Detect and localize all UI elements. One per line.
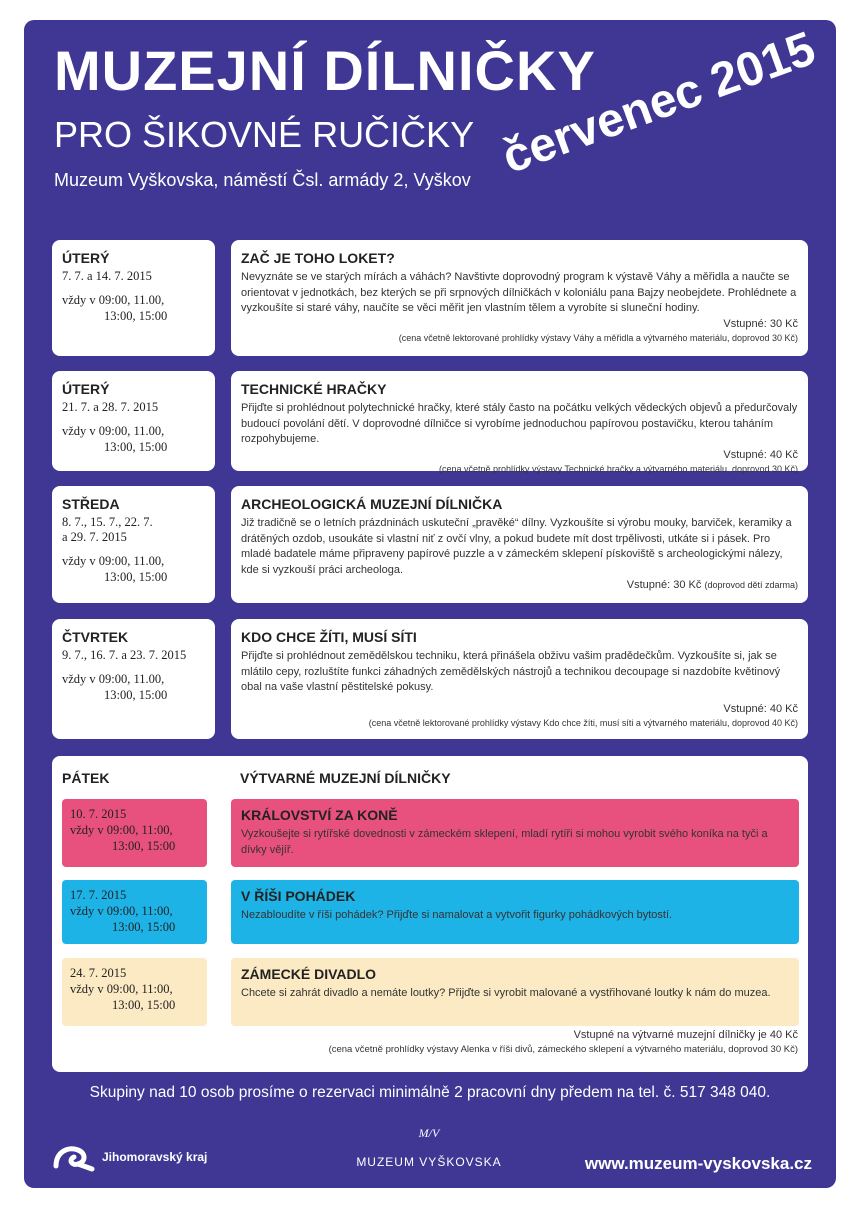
- program-day: ČTVRTEK: [62, 629, 129, 645]
- program-times-line1: vždy v 09:00, 11.00,: [62, 672, 165, 686]
- program-times-line1: vždy v 09:00, 11.00,: [62, 424, 165, 438]
- program-price: Vstupné: 40 Kč: [723, 448, 798, 461]
- friday-desc-card: [231, 958, 799, 1026]
- region-logo: [52, 1142, 207, 1172]
- program-description: Nevyznáte se ve starých mírách a váhách? Navštivte doprovodný program k výstavě Váhy a měřidla a naučte se orientovat v jednotkách, bez kterých se při srpnových dílničkách v koloniálu pana Bajzy neobejdete. Prohlédnete a vyzkoušíte si staré váhy, naučíte se věci měřit jen vlastním tělem a vyrobíte si sluneční hodiny.: [241, 271, 797, 314]
- program-price: Vstupné: 30 Kč: [723, 317, 798, 330]
- month-label: červenec 2015: [495, 21, 823, 185]
- program-times-line1: vždy v 09:00, 11.00,: [62, 293, 165, 307]
- program-price-line: [241, 578, 798, 593]
- friday-heading: VÝTVARNÉ MUZEJNÍ DÍLNIČKY: [240, 770, 451, 786]
- program-note: (cena včetně lektorované prohlídky výstavy Váhy a měřidla a výtvarného materiálu, doprovod 30 Kč): [398, 332, 798, 343]
- program-price: Vstupné: 40 Kč: [723, 702, 798, 715]
- friday-date: 17. 7. 2015: [70, 888, 127, 902]
- friday-desc-card: [231, 799, 799, 867]
- museum-logo: [354, 1126, 504, 1169]
- program-day: STŘEDA: [62, 496, 120, 512]
- poster-subtitle: PRO ŠIKOVNÉ RUČIČKY: [54, 114, 475, 155]
- friday-times-line1: vždy v 09:00, 11:00,: [70, 982, 173, 996]
- program-times-line2: 13:00, 15:00: [104, 688, 168, 702]
- program-dates: 8. 7., 15. 7., 22. 7.: [62, 515, 153, 529]
- program-description: Přijďte si prohlédnout zemědělskou techniku, která přinášela obživu vašim pradědečkům. Vyzkoušíte si, jak se mlátilo cepy, rozluštíte funkci záhadných zemědělských nástrojů a technikou decoupage si nazdobíte květinový obal na vaše vlastní pěstitelské pokusy.: [241, 650, 781, 693]
- program-date-card: [52, 371, 215, 471]
- program-title: TECHNICKÉ HRAČKY: [241, 381, 387, 397]
- museum-name: MUZEUM VYŠKOVSKA: [356, 1155, 502, 1169]
- poster: [24, 20, 836, 1188]
- program-note: (cena včetně prohlídky výstavy Technické hračky a výtvarného materiálu, doprovod 30 Kč): [438, 463, 798, 474]
- program-times-line2: 13:00, 15:00: [104, 440, 168, 454]
- program-title: ZAČ JE TOHO LOKET?: [241, 250, 395, 266]
- program-desc-card: [231, 371, 808, 474]
- program-times: [62, 292, 205, 324]
- program-title: ARCHEOLOGICKÁ MUZEJNÍ DÍLNIČKA: [241, 496, 503, 512]
- program-description: Přijďte si prohlédnout polytechnické hračky, které stály často na počátku velkých vědeckých objevů a předurčovaly budoucí povolání dětí. V doprovodné dílničce si vyrobíme jednoduchou papírovou postavičku, kterou taháním rozpohybujeme.: [241, 402, 798, 445]
- friday-section: [52, 756, 808, 1072]
- program-times: [62, 423, 205, 455]
- program-description: Již tradičně se o letních prázdninách uskuteční „pravěké“ dílny. Vyzkoušíte si výrobu mouky, barviček, keramiky a drátěných ozdob, usoukáte si vlastní niť z ovčí vlny, a pokud budete mít dost trpělivosti, utkáte si i pásek. Pro mladé badatele máme připraveny papírové puzzle a v zámeckém sklepení pískoviště s archeologickými nálezy, kde si vyzkouší práci archeologa.: [241, 517, 792, 576]
- friday-date-card: [62, 958, 207, 1026]
- friday-date-card: [62, 880, 207, 944]
- program-desc-card: [231, 619, 808, 739]
- program-dates: 7. 7. a 14. 7. 2015: [62, 269, 152, 283]
- program-desc-card: [231, 240, 808, 356]
- program-dates: 9. 7., 16. 7. a 23. 7. 2015: [62, 648, 187, 662]
- groups-notice: Skupiny nad 10 osob prosíme o rezervaci minimálně 2 pracovní dny předem na tel. č. 517 348 040.: [89, 1084, 771, 1101]
- program-times: [62, 671, 205, 703]
- poster-title: MUZEJNÍ DÍLNIČKY: [54, 39, 596, 102]
- friday-times: [70, 981, 199, 1013]
- program-note: (cena včetně lektorované prohlídky výstavy Kdo chce žíti, musí síti a výtvarného materiálu, doprovod 40 Kč): [368, 717, 798, 728]
- program-date-card: [52, 619, 215, 739]
- friday-times-line2: 13:00, 15:00: [112, 839, 176, 853]
- friday-times: [70, 903, 199, 935]
- program-times: [62, 553, 205, 585]
- friday-times-line2: 13:00, 15:00: [112, 998, 176, 1012]
- program-dates: 21. 7. a 28. 7. 2015: [62, 400, 159, 414]
- friday-date: 10. 7. 2015: [70, 807, 127, 821]
- friday-price: Vstupné na výtvarné muzejní dílničky je 40 Kč: [573, 1029, 798, 1041]
- program-date-card: [52, 486, 215, 603]
- program-price: Vstupné: 30 Kč: [626, 579, 702, 591]
- program-times-line2: 13:00, 15:00: [104, 309, 168, 323]
- program-day: ÚTERÝ: [62, 381, 110, 397]
- friday-desc-card: [231, 880, 799, 944]
- friday-title: V ŘÍŠI POHÁDEK: [241, 888, 356, 904]
- region-logo-text: Jihomoravský kraj: [102, 1150, 208, 1164]
- program-times-line2: 13:00, 15:00: [104, 570, 168, 584]
- friday-date: 24. 7. 2015: [70, 966, 127, 980]
- friday-day: PÁTEK: [62, 770, 110, 786]
- friday-times-line1: vždy v 09:00, 11:00,: [70, 823, 173, 837]
- program-day: ÚTERÝ: [62, 250, 110, 266]
- friday-price-block: [329, 1028, 798, 1056]
- program-title: KDO CHCE ŽÍTI, MUSÍ SÍTI: [241, 629, 417, 645]
- friday-title: ZÁMECKÉ DIVADLO: [241, 966, 377, 982]
- museum-monogram: M/V: [418, 1126, 440, 1140]
- program-desc-card: [231, 486, 808, 603]
- friday-note: (cena včetně prohlídky výstavy Alenka v říši divů, zámeckého sklepení a výtvarného materiálu, doprovod 30 Kč): [328, 1044, 798, 1055]
- program-times-line1: vždy v 09:00, 11.00,: [62, 554, 165, 568]
- friday-times-line1: vždy v 09:00, 11:00,: [70, 904, 173, 918]
- friday-times-line2: 13:00, 15:00: [112, 920, 176, 934]
- program-dates-line2: a 29. 7. 2015: [62, 530, 127, 544]
- website-link[interactable]: www.muzeum-vyskovska.cz: [584, 1154, 812, 1173]
- friday-date-card: [62, 799, 207, 867]
- friday-title: KRÁLOVSTVÍ ZA KONĚ: [241, 807, 398, 823]
- friday-description: Nezabloudíte v říši pohádek? Přijďte si namalovat a vytvořit figurky pohádkových bytostí.: [241, 909, 673, 921]
- friday-description: Chcete si zahrát divadlo a nemáte loutky? Přijďte si vyrobit malované a vystřihované loutky k nám do muzea.: [241, 987, 771, 999]
- friday-description: Vyzkoušejte si rytířské dovednosti v zámeckém sklepení, mladí rytíři si mohou vyrobit svého koníka na tyči a dívky vějíř.: [241, 828, 768, 856]
- friday-times: [70, 822, 199, 854]
- program-price-note: (doprovod dětí zdarma): [704, 580, 798, 590]
- venue-address: Muzeum Vyškovska, náměstí Čsl. armády 2, Vyškov: [54, 170, 471, 190]
- program-date-card: [52, 240, 215, 356]
- region-logo-icon: [52, 1142, 96, 1172]
